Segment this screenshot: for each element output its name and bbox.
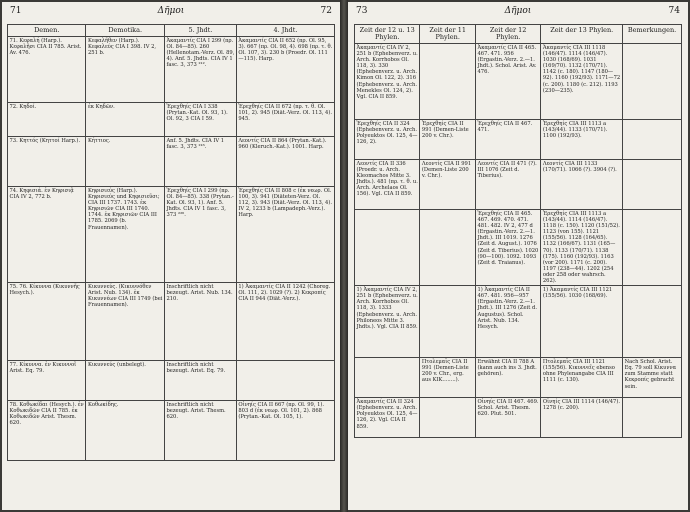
left-table-header-row — [8, 25, 335, 37]
col-header-bemerkungen: Bemerkungen. — [623, 25, 682, 44]
table-cell: Ἐρεχθηίς CIA II 808 c (ἐκ νεωρ. Ol. 100, 3). 941 (Diäteten-Verz. Ol. 112, 3). 943 (Diät.-Verz. Ol. 113, 4). IV 2, 1233 b (Lampadeph.-Verz.). Harp. — [236, 187, 334, 283]
table-cell: Οἰνηίς CIA III 1114 (146/47). 1278 (c. 200). — [541, 398, 623, 438]
table-cell: 74. Κηφισιά. ἐν Κηφισιᾷ CIA IV 2, 772 b. — [8, 187, 86, 283]
table-cell — [420, 398, 476, 438]
table-cell: Κήττιος. — [86, 137, 164, 187]
left-page — [2, 2, 340, 510]
table-cell: 1) Ἀκαμαντίς CIA III 1121 (155/56). 1030 (168/69). — [541, 286, 623, 358]
table-cell: Λεοντίς CIA III 1133 (170/71). 1066 (?). 3904 (?). — [541, 160, 623, 210]
table-row — [8, 37, 335, 103]
right-phylen-table — [354, 24, 682, 438]
left-page-title: Δῆμοι — [157, 6, 185, 16]
table-row — [8, 187, 335, 283]
table-cell: Ἐρεχθηίς CIA II 672 (πρ. τ. θ. Ol. 101, 2). 945 (Diät.-Verz. Ol. 113, 4). 945. — [236, 103, 334, 137]
table-cell: Ἐρεχθηίς CIA II 991 (Demen-Liste 200 v. Chr.). — [420, 120, 476, 160]
table-cell: Ἐρεχθηίς CIA III 1113 a (143/44). 1114 (146/47). 1118 (c. 150). 1120 (151/52). 1123 (von 155). 1121 (155/56). 1128 (164/65). 1132 (166/67). 1131 (165—70). 1133 (170/71). 1138 (175). 1160 (192/93). 1163 (vor 200). 1171 (c. 200). 1197 (238—44). 1202 (254 oder 258 oder wahrsch. 262). — [541, 210, 623, 286]
table-cell — [420, 286, 476, 358]
table-cell: Inschriftlich nicht bezeugt. Arist. Nub. 134. 210. — [164, 283, 236, 361]
table-cell: 73. Κηττός (Κηττοί Harp.). — [8, 137, 86, 187]
col-header-13-phylen: Zeit der 13 Phylen. — [541, 25, 623, 44]
table-cell: Κικυννεύς (unbelegt). — [86, 361, 164, 401]
table-cell: Ἐρεχθηίς CIA II 467. 471. — [475, 120, 540, 160]
book-gutter — [340, 0, 348, 512]
table-cell: 1) Ἀκαμαντίς CIA II 467. 481. 956—957 (Ergastin.-Verz. 2.—1. Jhdt.). III 1276 (Zeit d. Augustus). Schol. Arist. Nub. 134. Hesych. — [475, 286, 540, 358]
table-cell: Ἐρεχθηίς CIA II 324 (Ephebenverz. u. Arch. Polyeuktos Ol. 125, 4—126, 2). — [355, 120, 420, 160]
left-page-header — [10, 6, 332, 18]
table-cell: Ἀκαμαντίς CIA II 652 (πρ. Ol. 95, 3). 667 (πρ. Ol. 98, 4). 698 (πρ. τ. θ. Ol. 107, 3). 230 b (Proedr. Ol. 111—115). Harp. — [236, 37, 334, 103]
table-row — [8, 401, 335, 461]
table-cell: Ἀκαμαντίς CIA I 299 (πρ. Ol. 84—85). 260 (Hellenotam.-Verz. Ol. 89, 4). Anf. 5. Jhdts. CIA IV 1 fasc. 3, 373 ²¹². — [164, 37, 236, 103]
table-cell — [623, 44, 682, 120]
table-cell — [623, 160, 682, 210]
table-cell: 78. Κοθωκίδαι (Hesych.). ἐν Κοθωκιδῶν CIA II 785. ἐκ Κοθωκιδῶν Arist. Thesm. 620. — [8, 401, 86, 461]
table-cell: 77. Κίκυννα. ἐν Κικυννοῖ Arist. Eq. 79. — [8, 361, 86, 401]
table-cell — [623, 210, 682, 286]
table-cell: Ἀκαμαντίς CIA IV 2, 251 b (Ephebenverz. u. Arch. Korrhobos Ol. 118, 3). 330 (Ephebenverz. u. Arch. Kimon Ol. 122, 2). 316 (Ephebenverz. u. Arch. Menekles Ol. 124, 2). Vgl. CIA II 859. — [355, 44, 420, 120]
col-header-5-jhdt: 5. Jhdt. — [164, 25, 236, 37]
table-cell: 1) Ἀκαμαντίς CIA IV 2, 251 b (Ephebenverz. u. Arch. Korrhobos Ol. 118, 3). 1333 (Ephebenverz. u. Arch. Philoneos Mitte 3. Jhdts.). Vgl. CIA II 859. — [355, 286, 420, 358]
table-cell: Ἐρεχθηίς CIA I 338 (Prytan.-Kat. Ol. 93, 1). Ol. 92, 3 CIA I 59. — [164, 103, 236, 137]
table-cell — [623, 398, 682, 438]
table-row — [8, 283, 335, 361]
col-header-12-phylen: Zeit der 12 Phylen. — [475, 25, 540, 44]
table-cell — [355, 358, 420, 398]
table-row — [355, 44, 682, 120]
table-row — [8, 137, 335, 187]
table-cell — [623, 120, 682, 160]
table-cell: Nach Schol. Arist. Eq. 79 soll Κίκυννα zum Stamme statt Κεκροπίς gebracht sein. — [623, 358, 682, 398]
table-cell: Inschriftlich nicht bezeugt. Arist. Eq. 79. — [164, 361, 236, 401]
col-header-4-jhdt: 4. Jhdt. — [236, 25, 334, 37]
table-cell: 75. 76. Κίκυννα (Κικυννῆς Hesych.). — [8, 283, 86, 361]
table-cell: Λεοντίς CIA II 336 (Proedr. u. Arch. Kleomachos Mitte 3. Jhdts.). 481 (πρ. τ. θ. u. Arch. Archelaos Ol. 156). Vgl. CIA II 859. — [355, 160, 420, 210]
table-cell: Οἰνηίς CIA II 467. 469. Schol. Arist. Thesm. 620. Plut. 501. — [475, 398, 540, 438]
col-header-demotika: Demotika. — [86, 25, 164, 37]
right-table-header-row — [355, 25, 682, 44]
right-page-title: Δῆμοι — [504, 6, 532, 16]
table-cell: Ἀκαμαντίς CIA III 1118 (146/47). 1114 (146/47). 1030 (168/69). 1031 (169/70). 1132 (170/71). 1142 (c. 180). 1147 (180—92). 1160 (192/93). 1171—72 (c. 200). 1180 (c. 212). 1193 (230—235). — [541, 44, 623, 120]
table-row — [8, 361, 335, 401]
right-page — [348, 2, 688, 510]
table-cell: 72. Κηδοί. — [8, 103, 86, 137]
table-cell: ἐκ Κηδῶν. — [86, 103, 164, 137]
left-demen-table — [7, 24, 335, 461]
table-row — [355, 210, 682, 286]
col-header-11-phylen: Zeit der 11 Phylen. — [420, 25, 476, 44]
right-page-number-right: 74 — [668, 6, 680, 16]
table-cell — [420, 210, 476, 286]
left-page-number: 71 — [10, 6, 22, 16]
table-cell: Πτολεμαΐς CIA II 991 (Demen-Liste 200 v. Chr., erg. aus ΚΙΚ........). — [420, 358, 476, 398]
table-cell: Λεοντίς CIA II 864 (Prytan.-Kat.). 960 (Kleruch.-Kat.). 1001. Harp. — [236, 137, 334, 187]
table-cell: Ἐρεχθηίς CIA II 465. 467. 469. 470. 471. 481. 482. IV 2, 477 d (Ergastin.-Verz. 2.—1. Jhdt.). III 1019. 1276 (Zeit d. August.). 1076 (Zeit d. Tiberius). 1020 (90—100). 1092. 1093 (Zeit d. Traianus). — [475, 210, 540, 286]
table-cell: Κεφαλῆθεν (Harp.). Κεφαλεύς CIA I 398. IV 2, 251 b. — [86, 37, 164, 103]
table-cell: Erwähnt CIA II 788 A (kann auch ins 3. Jhdt. gehören). — [475, 358, 540, 398]
table-cell: Ἀκαμαντίς CIA II 465. 467. 471. 956 (Ergastin.-Verz. 2.—1. Jhdt.). Schol. Arist. Av. 476. — [475, 44, 540, 120]
table-cell: Ἀκαμαντίς CIA II 324 (Ephebenverz. u. Arch. Polyeuktos Ol. 125, 4—126, 2). Vgl. CIA II 859. — [355, 398, 420, 438]
table-cell: Ἐρεχθηίς CIA III 1113 a (143/44). 1133 (170/71). 1100 (192/93). — [541, 120, 623, 160]
table-row — [355, 120, 682, 160]
table-cell: Πτολεμαΐς CIA III 1121 (155/56). Κικυννεῖς ebenso ohne Phylenangabe CIA III 1111 (c. 130). — [541, 358, 623, 398]
table-cell: Inschriftlich nicht bezeugt. Arist. Thesm. 620. — [164, 401, 236, 461]
table-cell — [355, 210, 420, 286]
table-cell — [623, 286, 682, 358]
col-header-12-13-phylen: Zeit der 12 u. 13 Phylen. — [355, 25, 420, 44]
table-row — [355, 286, 682, 358]
table-cell: 1) Ἀκαμαντίς CIA II 1242 (Choreg. Ol. 111, 2). 1029 (?). 2) Κεκροπίς CIA II 944 (Diät.-Verz.). — [236, 283, 334, 361]
left-page-number-right: 72 — [320, 6, 332, 16]
table-cell: Κοθωκίδης. — [86, 401, 164, 461]
table-cell: Κηφισιεύς (Harp.). Κηφισιεύς und Κηφισιεῦσι; CIA III 1737. 1743. ἐκ Κηφισιῶν CIA III 1740. 1744. ἐκ Κηφισιῶν CIA III 1785. 2069 (b. Frauennamen). — [86, 187, 164, 283]
table-row — [355, 398, 682, 438]
table-cell: Λεοντίς CIA II 991 (Demen-Liste 200 v. Chr.). — [420, 160, 476, 210]
table-cell — [236, 361, 334, 401]
table-row — [355, 358, 682, 398]
table-cell: 71. Κεφαλή (Harp.). Κεφαλῆσι CIA II 785. Arist. Av. 476. — [8, 37, 86, 103]
table-cell: Anf. 5. Jhdts. CIA IV 1 fasc. 3, 373 ²¹⁶. — [164, 137, 236, 187]
table-cell: Οἰνηίς CIA II 667 (πρ. Ol. 99, 1). 803 d (ἐκ νεωρ. Ol. 101, 2). 868 (Prytan.-Kat. Ol. 105, 1). — [236, 401, 334, 461]
table-cell: Λεοντίς CIA II 471 (?). III 1076 (Zeit d. Tiberius). — [475, 160, 540, 210]
table-cell — [420, 44, 476, 120]
right-page-number: 73 — [356, 6, 368, 16]
table-row — [355, 160, 682, 210]
table-row — [8, 103, 335, 137]
right-page-header — [356, 6, 680, 18]
col-header-demen: Demen. — [8, 25, 86, 37]
table-cell: Κικυννεύς. (Κικυννόθεν Arist. Nub. 134). ἐκ Κικυννέων CIA III 1749 (bei Frauennamen). — [86, 283, 164, 361]
table-cell: Ἐρεχθηίς CIA I 299 (πρ. Ol. 84—85). 338 (Prytan.-Kat. Ol. 93, 1). Anf. 5. Jhdts. CIA IV 1 fasc. 3, 373 ²²⁶. — [164, 187, 236, 283]
